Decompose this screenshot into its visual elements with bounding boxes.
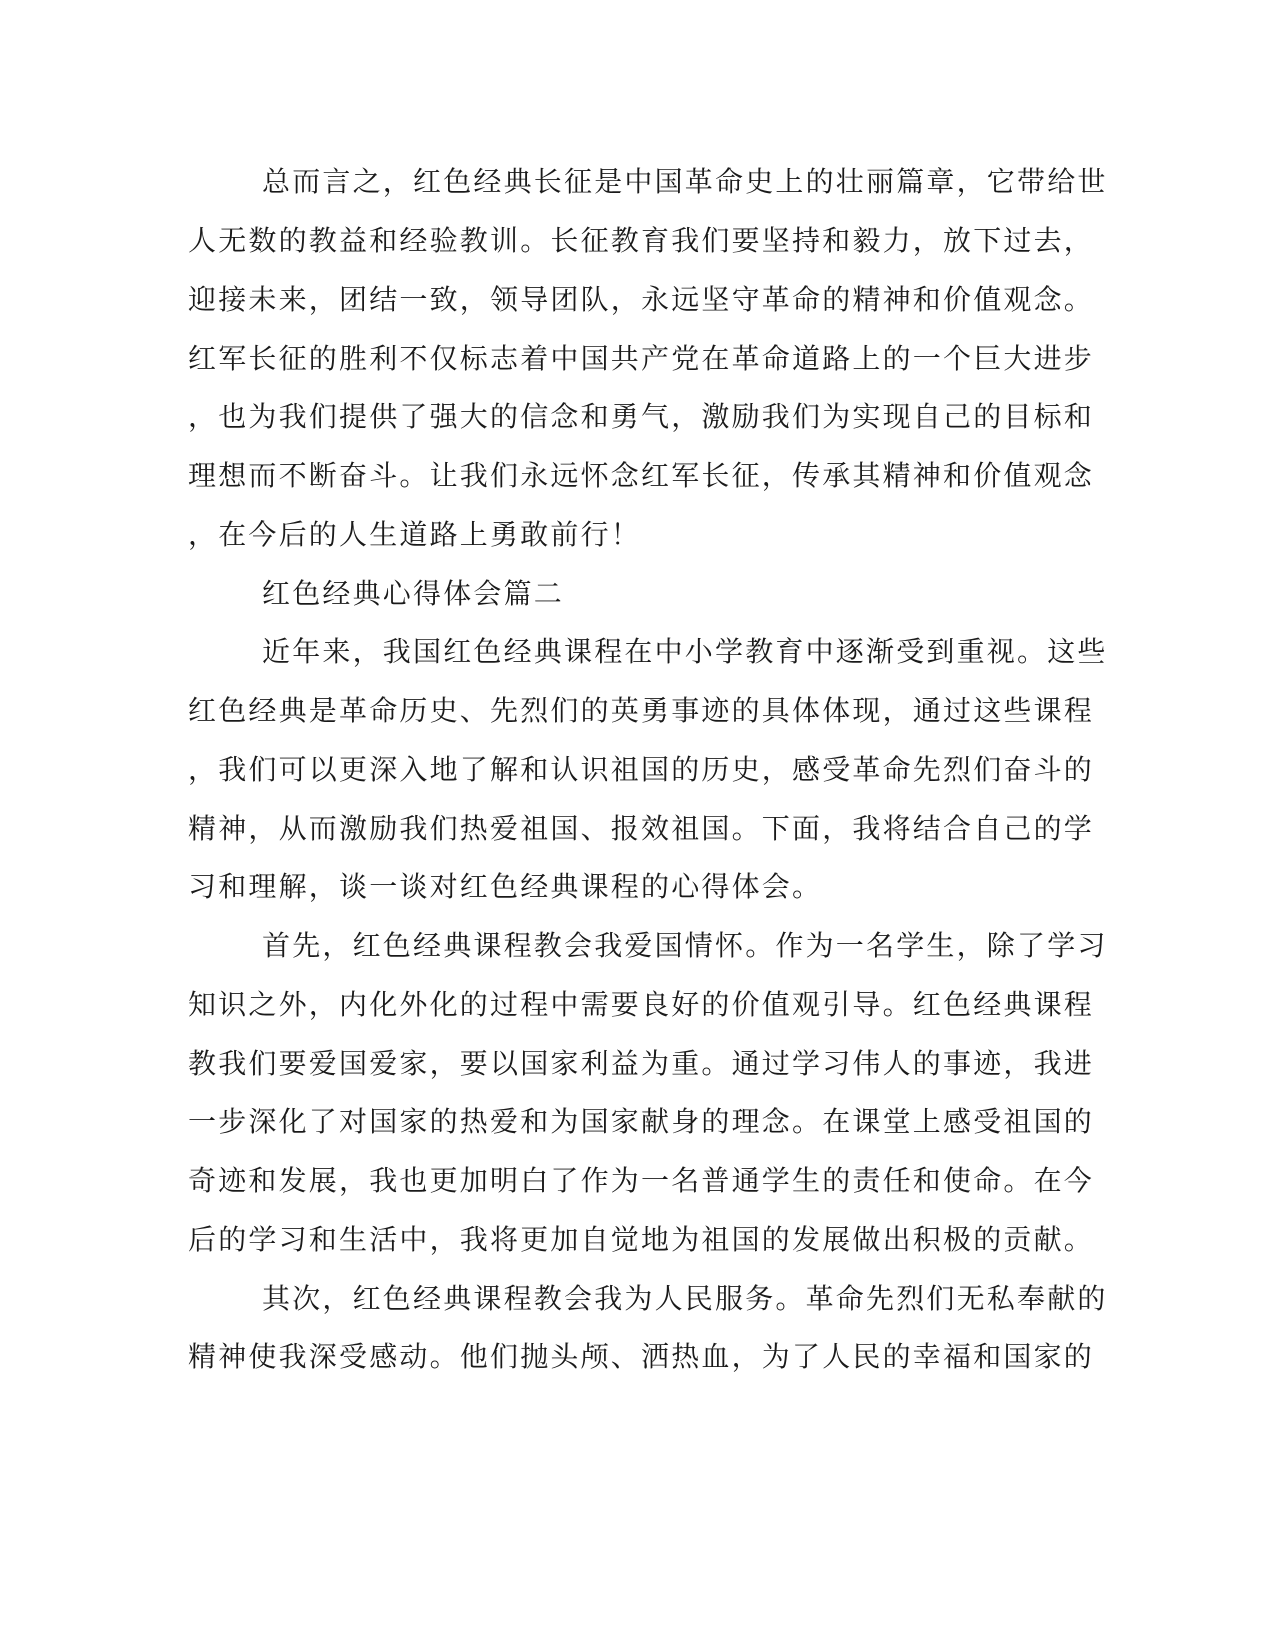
- text-line: 近年来，我国红色经典课程在中小学教育中逐渐受到重视。这些: [262, 635, 1108, 668]
- text-line: 精神，从而激励我们热爱祖国、报效祖国。下面，我将结合自己的学: [188, 812, 1095, 845]
- text-line: 迎接未来，团结一致，领导团队，永远坚守革命的精神和价值观念。: [188, 283, 1095, 316]
- text-line: 红军长征的胜利不仅标志着中国共产党在革命道路上的一个巨大进步: [188, 342, 1095, 375]
- text-line: 后的学习和生活中，我将更加自觉地为祖国的发展做出积极的贡献。: [188, 1223, 1095, 1256]
- section-heading: 红色经典心得体会篇二: [262, 577, 565, 610]
- text-line: ，我们可以更深入地了解和认识祖国的历史，感受革命先烈们奋斗的: [188, 753, 1095, 786]
- text-line: 习和理解，谈一谈对红色经典课程的心得体会。: [188, 870, 823, 903]
- text-line: 其次，红色经典课程教会我为人民服务。革命先烈们无私奉献的: [262, 1282, 1108, 1315]
- text-line: 知识之外，内化外化的过程中需要良好的价值观引导。红色经典课程: [188, 988, 1095, 1021]
- text-line: ，也为我们提供了强大的信念和勇气，激励我们为实现自己的目标和: [188, 400, 1095, 433]
- text-line: 红色经典是革命历史、先烈们的英勇事迹的具体体现，通过这些课程: [188, 694, 1095, 727]
- text-line: 总而言之，红色经典长征是中国革命史上的壮丽篇章，它带给世: [262, 165, 1108, 198]
- text-line: 奇迹和发展，我也更加明白了作为一名普通学生的责任和使命。在今: [188, 1164, 1095, 1197]
- text-line: ，在今后的人生道路上勇敢前行！: [188, 518, 642, 551]
- text-line: 人无数的教益和经验教训。长征教育我们要坚持和毅力，放下过去，: [188, 224, 1095, 257]
- text-line: 精神使我深受感动。他们抛头颅、洒热血，为了人民的幸福和国家的: [188, 1340, 1095, 1373]
- text-line: 一步深化了对国家的热爱和为国家献身的理念。在课堂上感受祖国的: [188, 1105, 1095, 1138]
- text-line: 教我们要爱国爱家，要以国家利益为重。通过学习伟人的事迹，我进: [188, 1047, 1095, 1080]
- text-line: 首先，红色经典课程教会我爱国情怀。作为一名学生，除了学习: [262, 929, 1108, 962]
- text-line: 理想而不断奋斗。让我们永远怀念红军长征，传承其精神和价值观念: [188, 459, 1095, 492]
